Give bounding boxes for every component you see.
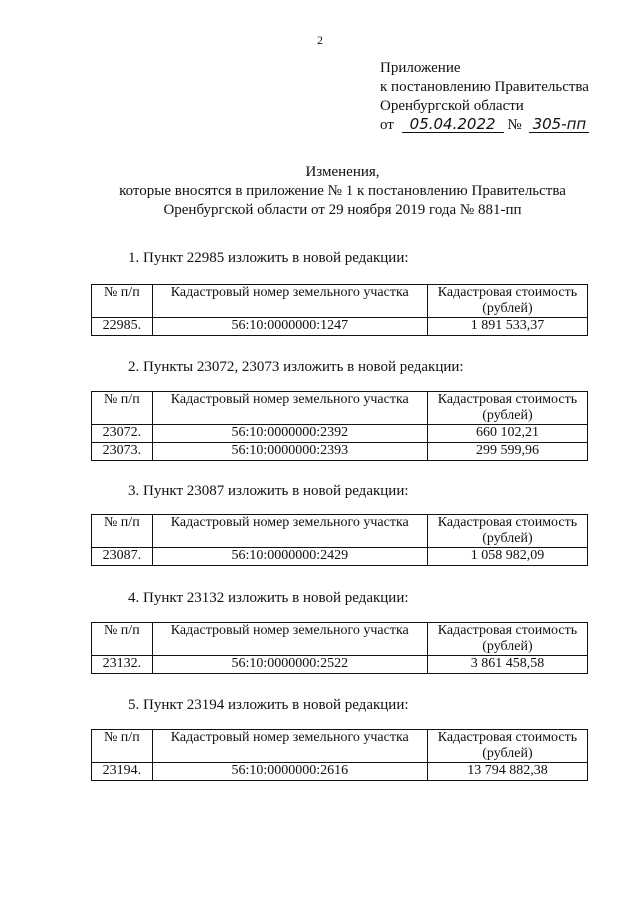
row-value: 299 599,96 <box>427 443 587 461</box>
header-value-line-2: (рублей) <box>482 408 533 423</box>
heading-line-3: Оренбургской области от 29 ноября 2019 года № 881-пп <box>163 202 522 218</box>
header-value <box>427 392 587 425</box>
header-value-line-1: Кадастровая стоимость <box>437 730 578 745</box>
row-num: 23072. <box>92 425 153 443</box>
table-header-row <box>92 730 588 763</box>
table-row <box>92 548 588 566</box>
row-cadastral: 56:10:0000000:2616 <box>152 763 427 781</box>
document-heading <box>0 163 640 220</box>
row-cadastral: 56:10:0000000:2393 <box>152 443 427 461</box>
row-value: 3 861 458,58 <box>427 656 587 674</box>
section-table-4 <box>91 622 588 674</box>
header-value-line-2: (рублей) <box>482 301 533 316</box>
row-value: 1 058 982,09 <box>427 548 587 566</box>
header-value <box>427 515 587 548</box>
number-label: № <box>507 117 522 133</box>
section-title-4: 4. Пункт 23132 изложить в новой редакции: <box>128 590 409 606</box>
row-value: 1 891 533,37 <box>427 318 587 336</box>
header-cadastral: Кадастровый номер земельного участка <box>152 392 427 425</box>
header-cadastral: Кадастровый номер земельного участка <box>152 515 427 548</box>
header-value-line-2: (рублей) <box>482 746 533 761</box>
header-value <box>427 623 587 656</box>
row-num: 22985. <box>92 318 153 336</box>
appendix-line-2: к постановлению Правительства <box>380 79 589 95</box>
header-num: № п/п <box>92 285 153 318</box>
heading-line-1: Изменения, <box>305 164 380 180</box>
section-title-2: 2. Пункты 23072, 23073 изложить в новой редакции: <box>128 359 464 375</box>
row-cadastral: 56:10:0000000:2429 <box>152 548 427 566</box>
header-value-line-1: Кадастровая стоимость <box>437 392 578 407</box>
header-value-line-1: Кадастровая стоимость <box>437 285 578 300</box>
row-num: 23073. <box>92 443 153 461</box>
row-num: 23132. <box>92 656 153 674</box>
row-num: 23194. <box>92 763 153 781</box>
table-row <box>92 763 588 781</box>
row-num: 23087. <box>92 548 153 566</box>
table-header-row <box>92 515 588 548</box>
appendix-line-1: Приложение <box>380 60 461 76</box>
header-cadastral: Кадастровый номер земельного участка <box>152 285 427 318</box>
section-table-3 <box>91 514 588 566</box>
handwritten-date: 05.04.2022 <box>402 116 504 133</box>
header-cadastral: Кадастровый номер земельного участка <box>152 730 427 763</box>
table-row <box>92 318 588 336</box>
header-value <box>427 285 587 318</box>
table-header-row <box>92 285 588 318</box>
handwritten-number: 305-пп <box>529 116 589 133</box>
header-value <box>427 730 587 763</box>
table-header-row <box>92 392 588 425</box>
table-row <box>92 443 588 461</box>
table-row <box>92 656 588 674</box>
page-number: 2 <box>317 33 323 47</box>
from-label: от <box>380 117 394 133</box>
row-cadastral: 56:10:0000000:1247 <box>152 318 427 336</box>
section-title-1: 1. Пункт 22985 изложить в новой редакции: <box>128 250 409 266</box>
header-num: № п/п <box>92 730 153 763</box>
header-num: № п/п <box>92 392 153 425</box>
row-value: 660 102,21 <box>427 425 587 443</box>
row-cadastral: 56:10:0000000:2392 <box>152 425 427 443</box>
header-value-line-1: Кадастровая стоимость <box>437 515 578 530</box>
section-title-5: 5. Пункт 23194 изложить в новой редакции: <box>128 697 409 713</box>
row-value: 13 794 882,38 <box>427 763 587 781</box>
header-num: № п/п <box>92 515 153 548</box>
header-num: № п/п <box>92 623 153 656</box>
table-row <box>92 425 588 443</box>
appendix-line-3: Оренбургской области <box>380 98 524 114</box>
header-value-line-2: (рублей) <box>482 639 533 654</box>
section-title-3: 3. Пункт 23087 изложить в новой редакции: <box>128 483 409 499</box>
header-cadastral: Кадастровый номер земельного участка <box>152 623 427 656</box>
appendix-date-line <box>380 116 589 135</box>
header-value-line-2: (рублей) <box>482 531 533 546</box>
section-table-1 <box>91 284 588 336</box>
heading-line-2: которые вносятся в приложение № 1 к постановлению Правительства <box>119 183 566 199</box>
appendix-block <box>380 59 589 135</box>
header-value-line-1: Кадастровая стоимость <box>437 623 578 638</box>
row-cadastral: 56:10:0000000:2522 <box>152 656 427 674</box>
table-header-row <box>92 623 588 656</box>
section-table-5 <box>91 729 588 781</box>
section-table-2 <box>91 391 588 461</box>
